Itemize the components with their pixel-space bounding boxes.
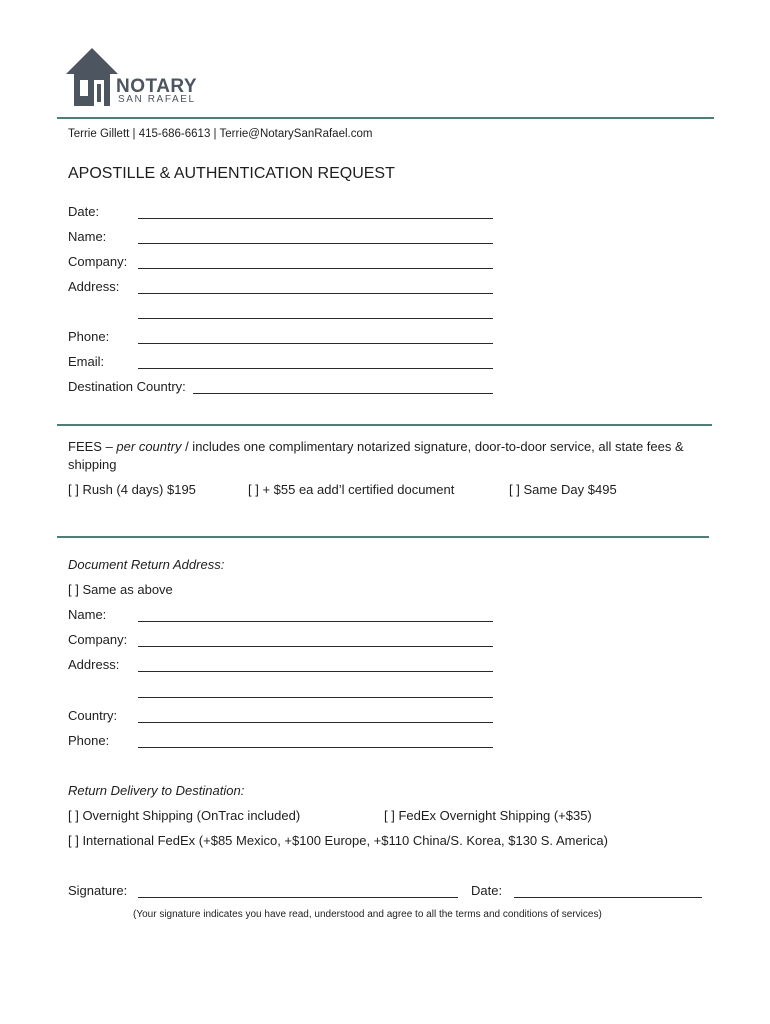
return-name-field[interactable] bbox=[138, 621, 493, 622]
date-field[interactable] bbox=[138, 218, 493, 219]
return-phone-label: Phone: bbox=[68, 733, 110, 748]
signature-date-label: Date: bbox=[471, 883, 503, 898]
fee-option-additional-document[interactable]: [ ] + $55 ea add’l certified document bbox=[248, 482, 455, 497]
address-label: Address: bbox=[68, 279, 120, 294]
return-name-label: Name: bbox=[68, 607, 107, 622]
fees-description-cont: shipping bbox=[68, 457, 117, 472]
form-title: APOSTILLE & AUTHENTICATION REQUEST bbox=[68, 165, 395, 182]
delivery-option-international-fedex[interactable]: [ ] International FedEx (+$85 Mexico, +$100 Europe, +$110 China/S. Korea, $130 S. America) bbox=[68, 833, 608, 848]
date-label: Date: bbox=[68, 204, 100, 219]
return-country-label: Country: bbox=[68, 708, 118, 723]
return-address-field-line-2[interactable] bbox=[138, 697, 493, 698]
return-company-label: Company: bbox=[68, 632, 128, 647]
destination-country-label: Destination Country: bbox=[68, 379, 186, 394]
phone-field[interactable] bbox=[138, 343, 493, 344]
destination-country-field[interactable] bbox=[193, 393, 493, 394]
address-field-line-1[interactable] bbox=[138, 293, 493, 294]
delivery-option-overnight[interactable]: [ ] Overnight Shipping (OnTrac included) bbox=[68, 808, 301, 823]
name-label: Name: bbox=[68, 229, 107, 244]
return-company-field[interactable] bbox=[138, 646, 493, 647]
logo-subtext: SAN RAFAEL bbox=[118, 94, 196, 105]
fees-description bbox=[68, 439, 684, 454]
return-rule bbox=[57, 536, 709, 538]
signature-date-field[interactable] bbox=[514, 897, 702, 898]
fees-description-text: / includes one complimentary notarized signature, door-to-door service, all state fees & bbox=[181, 439, 684, 454]
signature-label: Signature: bbox=[68, 883, 128, 898]
email-field[interactable] bbox=[138, 368, 493, 369]
email-label: Email: bbox=[68, 354, 105, 369]
signature-field[interactable] bbox=[138, 897, 458, 898]
return-address-field-line-1[interactable] bbox=[138, 671, 493, 672]
fee-option-same-day[interactable]: [ ] Same Day $495 bbox=[509, 482, 617, 497]
delivery-option-fedex-overnight[interactable]: [ ] FedEx Overnight Shipping (+$35) bbox=[384, 808, 592, 823]
return-country-field[interactable] bbox=[138, 722, 493, 723]
house-icon bbox=[66, 46, 118, 108]
fees-rule bbox=[57, 424, 712, 426]
fee-option-rush[interactable]: [ ] Rush (4 days) $195 bbox=[68, 482, 196, 497]
company-field[interactable] bbox=[138, 268, 493, 269]
return-phone-field[interactable] bbox=[138, 747, 493, 748]
company-label: Company: bbox=[68, 254, 128, 269]
signature-note: (Your signature indicates you have read, understood and agree to all the terms and conditions of services) bbox=[133, 909, 602, 920]
return-address-label: Address: bbox=[68, 657, 120, 672]
phone-label: Phone: bbox=[68, 329, 110, 344]
name-field[interactable] bbox=[138, 243, 493, 244]
header-rule bbox=[57, 117, 714, 119]
fees-per-country: per country bbox=[116, 439, 182, 454]
contact-line: Terrie Gillett | 415-686-6613 | Terrie@NotarySanRafael.com bbox=[68, 128, 373, 140]
address-field-line-2[interactable] bbox=[138, 318, 493, 319]
fees-label: FEES – bbox=[68, 439, 117, 454]
return-delivery-heading: Return Delivery to Destination: bbox=[68, 783, 245, 798]
notary-logo bbox=[66, 44, 216, 110]
same-as-above-checkbox[interactable]: [ ] Same as above bbox=[68, 582, 173, 597]
logo-text: NOTARY bbox=[116, 76, 198, 97]
return-address-heading: Document Return Address: bbox=[68, 557, 225, 572]
